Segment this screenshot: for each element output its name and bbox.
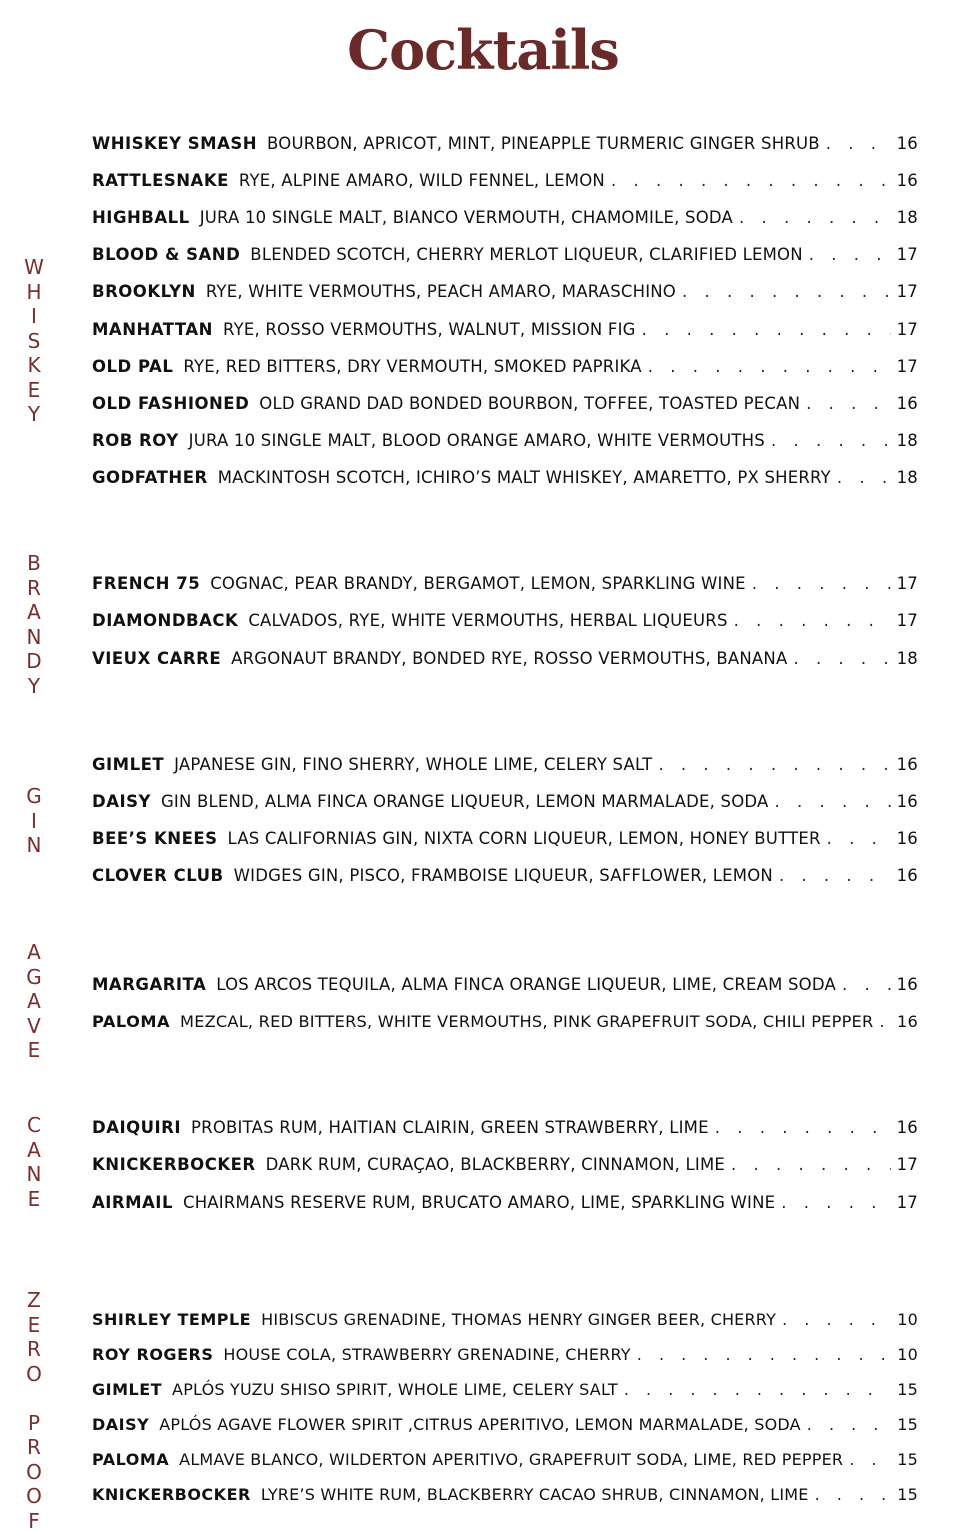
item-description: APLÓS YUZU SHISO SPIRIT, WHOLE LIME, CELERY SALT	[172, 1380, 618, 1399]
dot-leader	[771, 431, 891, 450]
item-description: BLENDED SCOTCH, CHERRY MERLOT LIQUEUR, CLARIFIED LEMON	[250, 245, 803, 264]
item-name: BLOOD & SAND	[92, 245, 241, 264]
menu-item	[92, 649, 918, 669]
menu-item	[92, 171, 918, 191]
item-description: APLÓS AGAVE FLOWER SPIRIT ,CITRUS APERITIVO, LEMON MARMALADE, SODA	[159, 1415, 801, 1434]
item-description: COGNAC, PEAR BRANDY, BERGAMOT, LEMON, SPARKLING WINE	[210, 574, 746, 593]
dot-leader	[624, 1380, 891, 1399]
dot-leader	[849, 1450, 891, 1469]
menu-item	[92, 468, 918, 488]
dot-leader	[775, 792, 891, 811]
item-description: LAS CALIFORNIAS GIN, NIXTA CORN LIQUEUR, LEMON, HONEY BUTTER	[227, 829, 821, 848]
item-name: AIRMAIL	[92, 1193, 173, 1212]
menu-item	[92, 574, 918, 594]
item-price: 16	[896, 134, 918, 153]
item-description: ALMAVE BLANCO, WILDERTON APERITIVO, GRAPEFRUIT SODA, LIME, RED PEPPER	[179, 1450, 844, 1469]
dot-leader	[752, 574, 891, 593]
dot-leader	[715, 1118, 891, 1137]
item-name: WHISKEY SMASH	[92, 134, 258, 153]
menu-item	[92, 320, 918, 340]
item-price: 17	[896, 611, 918, 630]
item-price: 16	[896, 975, 918, 994]
dot-leader	[731, 1155, 891, 1174]
item-price: 17	[896, 320, 918, 339]
item-name: OLD FASHIONED	[92, 394, 250, 413]
dot-leader	[739, 208, 891, 227]
item-name: HIGHBALL	[92, 208, 190, 227]
item-name: ROY ROGERS	[92, 1345, 214, 1364]
item-description: JAPANESE GIN, FINO SHERRY, WHOLE LIME, CELERY SALT	[174, 755, 653, 774]
item-price: 10	[897, 1310, 918, 1329]
item-description: MACKINTOSH SCOTCH, ICHIRO’S MALT WHISKEY, AMARETTO, PX SHERRY	[217, 468, 831, 487]
menu-item	[92, 1345, 918, 1365]
dot-leader	[648, 357, 891, 376]
section-label-gin: G I N	[26, 784, 42, 857]
item-description: BOURBON, APRICOT, MINT, PINEAPPLE TURMERIC GINGER SHRUB	[267, 134, 820, 153]
item-description: JURA 10 SINGLE MALT, BLOOD ORANGE AMARO, WHITE VERMOUTHS	[188, 431, 765, 450]
item-name: GIMLET	[92, 1380, 163, 1399]
dot-leader	[682, 282, 891, 301]
dot-leader	[879, 1012, 891, 1031]
item-description: CHAIRMANS RESERVE RUM, BRUCATO AMARO, LIME, SPARKLING WINE	[182, 1193, 776, 1212]
page-title: Cocktails	[347, 18, 619, 82]
item-price: 16	[896, 829, 918, 848]
item-price: 15	[897, 1380, 918, 1399]
section-label-brandy: B R A N D Y	[26, 551, 42, 698]
menu-item	[92, 611, 918, 631]
item-price: 16	[896, 1118, 918, 1137]
item-name: MANHATTAN	[92, 320, 213, 339]
dot-leader	[782, 1310, 891, 1329]
item-description: OLD GRAND DAD BONDED BOURBON, TOFFEE, TOASTED PECAN	[259, 394, 801, 413]
item-price: 17	[896, 1193, 918, 1212]
item-price: 18	[896, 208, 918, 227]
item-description: RYE, ALPINE AMARO, WILD FENNEL, LEMON	[238, 171, 605, 190]
menu-item	[92, 1450, 918, 1470]
section-label-agave: A G A V E	[26, 940, 42, 1062]
item-name: SHIRLEY TEMPLE	[92, 1310, 252, 1329]
item-name: BEE’S KNEES	[92, 829, 218, 848]
dot-leader	[611, 171, 891, 190]
item-price: 17	[896, 357, 918, 376]
item-name: DAISY	[92, 792, 151, 811]
dot-leader	[826, 134, 891, 153]
item-description: CALVADOS, RYE, WHITE VERMOUTHS, HERBAL LIQUEURS	[248, 611, 728, 630]
item-name: PALOMA	[92, 1450, 170, 1469]
item-price: 16	[896, 755, 918, 774]
item-name: MARGARITA	[92, 975, 207, 994]
dot-leader	[809, 245, 891, 264]
item-name: PALOMA	[92, 1012, 171, 1031]
item-price: 18	[896, 468, 918, 487]
menu-item	[92, 829, 918, 849]
item-name: DAIQUIRI	[92, 1118, 182, 1137]
item-price: 17	[896, 282, 918, 301]
menu-item	[92, 431, 918, 451]
menu-item	[92, 134, 918, 154]
item-description: PROBITAS RUM, HAITIAN CLAIRIN, GREEN STRAWBERRY, LIME	[191, 1118, 709, 1137]
item-name: DAISY	[92, 1415, 150, 1434]
menu-item	[92, 1193, 918, 1213]
item-price: 10	[897, 1345, 918, 1364]
dot-leader	[842, 975, 891, 994]
dot-leader	[637, 1345, 891, 1364]
item-name: BROOKLYN	[92, 282, 196, 301]
item-description: WIDGES GIN, PISCO, FRAMBOISE LIQUEUR, SAFFLOWER, LEMON	[233, 866, 773, 885]
menu-item	[92, 208, 918, 228]
item-description: HIBISCUS GRENADINE, THOMAS HENRY GINGER BEER, CHERRY	[261, 1310, 777, 1329]
menu-item	[92, 245, 918, 265]
section-label-zero-proof: Z E R O P R O O F	[26, 1288, 42, 1533]
item-description: ARGONAUT BRANDY, BONDED RYE, ROSSO VERMOUTHS, BANANA	[231, 649, 788, 668]
item-price: 18	[896, 431, 918, 450]
item-price: 17	[896, 1155, 918, 1174]
menu-item	[92, 1485, 918, 1505]
menu-item	[92, 282, 918, 302]
item-price: 16	[896, 866, 918, 885]
item-price: 18	[896, 649, 918, 668]
item-description: HOUSE COLA, STRAWBERRY GRENADINE, CHERRY	[223, 1345, 631, 1364]
item-price: 16	[897, 1012, 918, 1031]
section-label-cane: C A N E	[26, 1113, 42, 1211]
menu-item	[92, 1155, 918, 1175]
item-name: GODFATHER	[92, 468, 208, 487]
menu-item	[92, 792, 918, 812]
dot-leader	[734, 611, 891, 630]
item-name: DIAMONDBACK	[92, 611, 239, 630]
item-description: JURA 10 SINGLE MALT, BIANCO VERMOUTH, CHAMOMILE, SODA	[199, 208, 733, 227]
dot-leader	[815, 1485, 892, 1504]
dot-leader	[781, 1193, 890, 1212]
dot-leader	[642, 320, 891, 339]
item-name: KNICKERBOCKER	[92, 1485, 251, 1504]
menu-item	[92, 357, 918, 377]
menu-item	[92, 1380, 918, 1400]
menu-item	[92, 755, 918, 775]
item-description: RYE, RED BITTERS, DRY VERMOUTH, SMOKED PAPRIKA	[183, 357, 642, 376]
item-description: RYE, WHITE VERMOUTHS, PEACH AMARO, MARASCHINO	[205, 282, 676, 301]
item-price: 16	[896, 792, 918, 811]
dot-leader	[658, 755, 890, 774]
item-name: CLOVER CLUB	[92, 866, 224, 885]
item-price: 16	[896, 394, 918, 413]
section-label-whiskey: W H I S K E Y	[24, 255, 44, 426]
item-price: 17	[896, 574, 918, 593]
item-description: RYE, ROSSO VERMOUTHS, WALNUT, MISSION FIG	[222, 320, 636, 339]
dot-leader	[779, 866, 891, 885]
item-price: 15	[897, 1485, 918, 1504]
item-name: RATTLESNAKE	[92, 171, 229, 190]
dot-leader	[807, 1415, 891, 1434]
item-name: OLD PAL	[92, 357, 174, 376]
item-name: VIEUX CARRE	[92, 649, 222, 668]
dot-leader	[837, 468, 891, 487]
menu-item	[92, 1012, 918, 1032]
item-name: ROB ROY	[92, 431, 179, 450]
item-description: GIN BLEND, ALMA FINCA ORANGE LIQUEUR, LEMON MARMALADE, SODA	[160, 792, 769, 811]
menu-item	[92, 1118, 918, 1138]
item-price: 15	[897, 1450, 918, 1469]
item-description: LOS ARCOS TEQUILA, ALMA FINCA ORANGE LIQUEUR, LIME, CREAM SODA	[216, 975, 836, 994]
dot-leader	[806, 394, 890, 413]
menu-item	[92, 1310, 918, 1330]
item-description: DARK RUM, CURAÇAO, BLACKBERRY, CINNAMON, LIME	[265, 1155, 726, 1174]
item-name: FRENCH 75	[92, 574, 201, 593]
item-description: LYRE’S WHITE RUM, BLACKBERRY CACAO SHRUB, CINNAMON, LIME	[260, 1485, 809, 1504]
item-price: 15	[897, 1415, 918, 1434]
menu-item	[92, 866, 918, 886]
item-name: GIMLET	[92, 755, 165, 774]
menu-item	[92, 1415, 918, 1435]
item-name: KNICKERBOCKER	[92, 1155, 256, 1174]
menu-item	[92, 394, 918, 414]
dot-leader	[793, 649, 890, 668]
menu-item	[92, 975, 918, 995]
item-price: 17	[896, 245, 918, 264]
dot-leader	[827, 829, 891, 848]
item-price: 16	[896, 171, 918, 190]
item-description: MEZCAL, RED BITTERS, WHITE VERMOUTHS, PINK GRAPEFRUIT SODA, CHILI PEPPER	[180, 1012, 874, 1031]
